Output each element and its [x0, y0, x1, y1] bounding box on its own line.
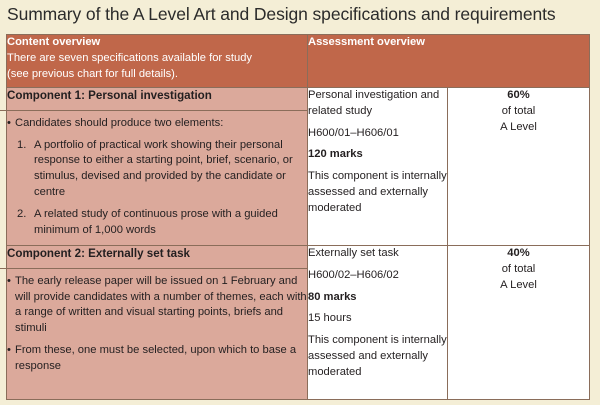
component-1-row — [7, 88, 590, 246]
component-1-title: Component 1: Personal investigation — [7, 89, 212, 102]
assessment-overview-title: Assessment overview — [308, 36, 425, 48]
assessment-name: Externally set task — [308, 247, 399, 259]
item-text: A portfolio of practical work showing their personal response to either a starting point, brief, scenario, or stimulus, devised and provided by the candidate or centre — [34, 138, 293, 198]
item-text: A related study of continuous prose with a guided minimum of 1,000 words — [34, 207, 278, 236]
assessment-marks: 120 marks — [308, 148, 363, 161]
page-title: Summary of the A Level Art and Design specifications and requirements — [7, 4, 556, 24]
component-1-bullet: • Candidates should produce two elements: — [7, 116, 307, 132]
content-overview-note: (see previous chart for full details). — [7, 67, 178, 80]
weight-percent: 60% — [507, 89, 530, 101]
weight-level: A Level — [500, 120, 537, 133]
component-1-item-2 — [7, 207, 307, 239]
component-2-divider — [0, 268, 313, 269]
assessment-name: Personal investigation and related study — [308, 89, 440, 117]
specification-table — [6, 34, 590, 400]
assessment-code: H600/01–H606/01 — [308, 126, 399, 139]
content-overview-title: Content overview — [7, 36, 101, 48]
component-1-weighting — [448, 88, 590, 246]
component-2-weighting — [448, 246, 590, 400]
component-2-assessment — [308, 246, 448, 400]
assessment-note: This component is internally assessed and externally moderated — [308, 334, 447, 378]
component-1-item-1 — [7, 138, 307, 201]
assessment-note: This component is internally assessed and externally moderated — [308, 170, 447, 214]
component-2-bullet-1: • The early release paper will be issued on 1 February and will provide candidates with a number of themes, each with a range of written and visual starting points, briefs and stimuli — [7, 274, 307, 337]
component-1-divider — [0, 110, 313, 111]
content-overview-subtitle: There are seven specifications available for study — [7, 51, 253, 64]
assessment-overview-header — [308, 35, 590, 88]
component-2-bullet-2: • From these, one must be selected, upon which to base a response — [7, 343, 307, 375]
component-1-content — [7, 88, 308, 246]
weight-of-total: of total — [501, 104, 536, 117]
content-overview-header — [7, 35, 308, 88]
component-2-title: Component 2: Externally set task — [7, 247, 190, 260]
weight-percent: 40% — [507, 247, 530, 259]
weight-level: A Level — [500, 278, 537, 291]
component-1-assessment — [308, 88, 448, 246]
item-number: 2. — [17, 207, 27, 220]
table-header-row — [7, 35, 590, 88]
assessment-marks: 80 marks — [308, 290, 357, 303]
component-2-content — [7, 246, 308, 400]
item-number: 1. — [17, 138, 27, 151]
component-2-row — [7, 246, 590, 400]
assessment-hours: 15 hours — [308, 312, 352, 325]
weight-of-total: of total — [501, 262, 536, 275]
assessment-code: H600/02–H606/02 — [308, 268, 399, 281]
